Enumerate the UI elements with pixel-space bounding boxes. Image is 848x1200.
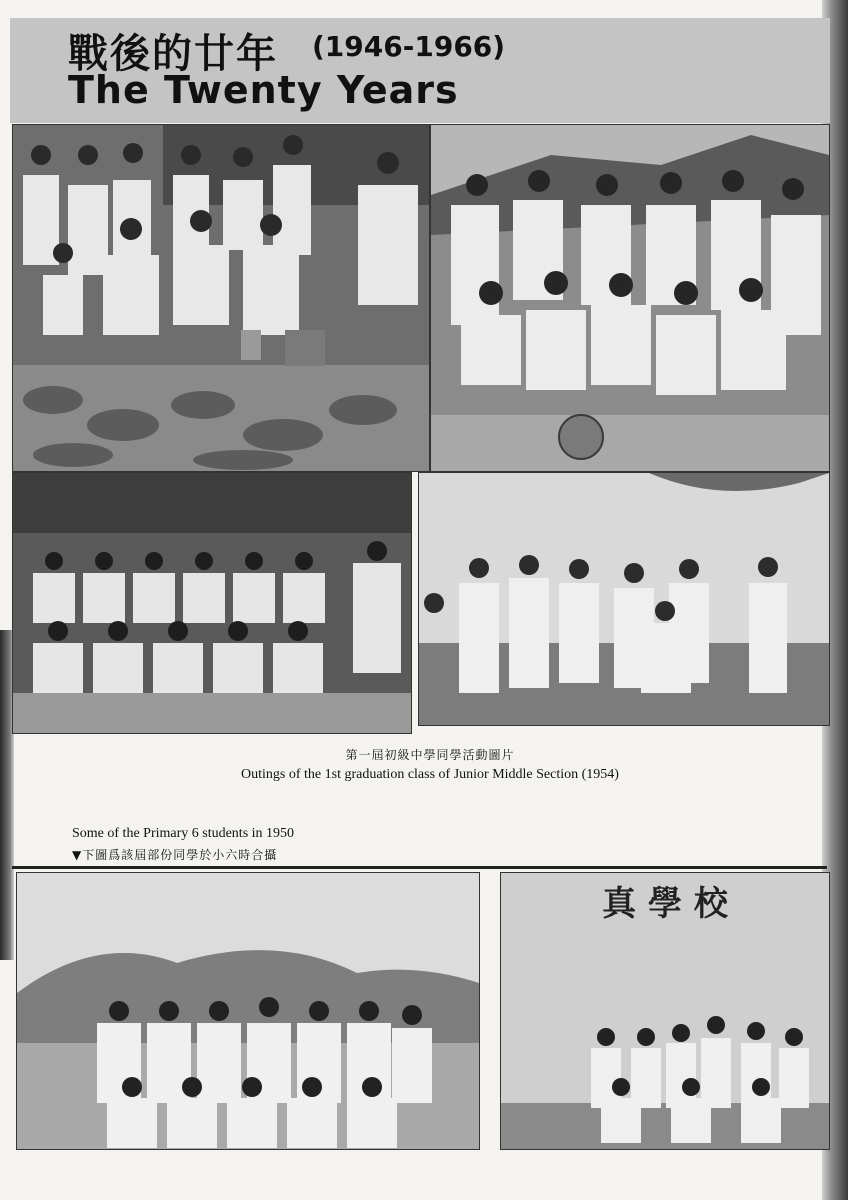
outings-caption-english: Outings of the 1st graduation class of Junior Middle Section (1954) bbox=[241, 767, 619, 782]
photo-primary-students bbox=[16, 872, 480, 1150]
title-english: The Twenty Years bbox=[68, 68, 459, 112]
photo-outing-tree bbox=[418, 472, 830, 726]
title-years: (1946-1966) bbox=[312, 30, 506, 63]
outings-caption-chinese: 第一屆初級中學同學活動圖片 bbox=[345, 748, 515, 762]
school-sign-text: 真 學 校 bbox=[602, 884, 728, 924]
primary-note-english: Some of the Primary 6 students in 1950 bbox=[72, 826, 295, 841]
photo-group-on-steps bbox=[12, 124, 430, 472]
primary-note bbox=[72, 826, 294, 863]
divider-rule bbox=[12, 866, 827, 869]
photo-school-wall bbox=[500, 872, 830, 1150]
title-chinese: 戰後的廿年 bbox=[68, 31, 278, 77]
outings-caption bbox=[160, 746, 700, 783]
photo-basketball-team bbox=[430, 124, 830, 472]
primary-note-chinese: ▼下圖爲該屆部份同學於小六時合攝 bbox=[72, 848, 278, 862]
header-band bbox=[10, 18, 830, 123]
photo-class-group bbox=[12, 472, 412, 734]
